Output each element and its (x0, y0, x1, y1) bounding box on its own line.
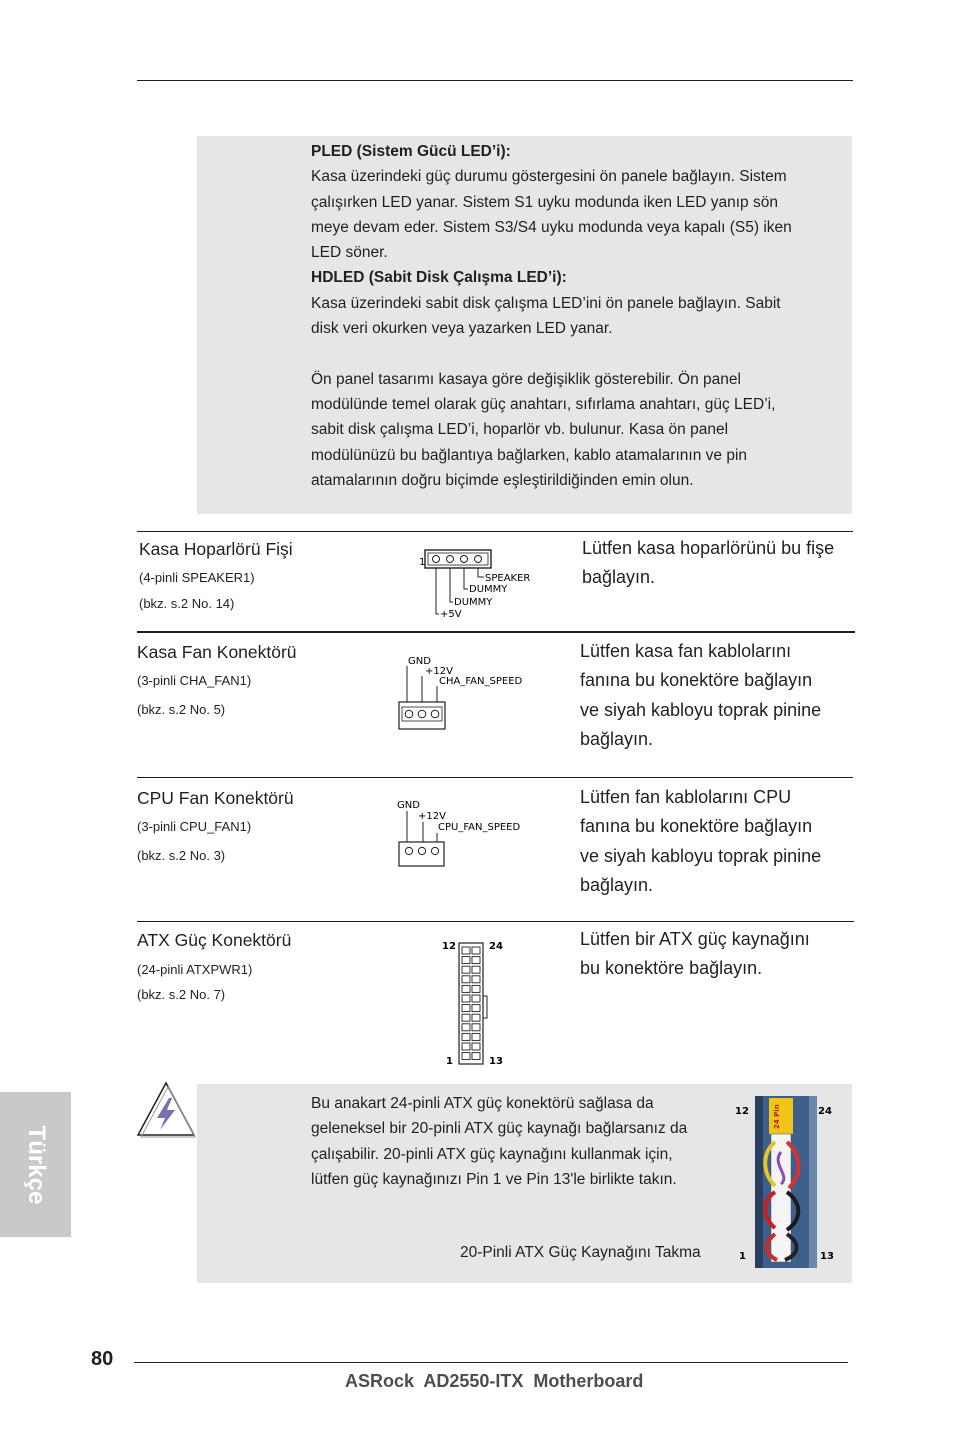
atx-warning-caption: 20-Pinli ATX Güç Kaynağını Takma (460, 1244, 701, 1261)
cpu-fan-desc-line: fanına bu konektöre bağlayın (580, 816, 813, 837)
cha-fan-pins: (3-pinli CHA_FAN1) (137, 673, 252, 688)
footer-rule (134, 1362, 848, 1363)
5v-pin-label: +5V (440, 609, 462, 620)
photo-pin1-label: 1 (739, 1251, 746, 1262)
atx-pin (472, 976, 480, 983)
warning-icon (135, 1080, 197, 1138)
12v-label: +12V (425, 666, 453, 677)
atx-pin (462, 995, 470, 1002)
speaker-ref: (bkz. s.2 No. 14) (139, 596, 235, 611)
hdled-heading: HDLED (Sabit Disk Çalışma LED’i): (311, 269, 567, 287)
cha-fan-ref: (bkz. s.2 No. 5) (137, 702, 226, 717)
note-line: sabit disk çalışma LED’i, hoparlör vb. bulunur. Kasa ön panel (311, 421, 729, 439)
atx-pin (472, 1043, 480, 1050)
atx-pin (462, 1053, 470, 1060)
atx-pin (472, 966, 480, 973)
atx-desc (580, 925, 854, 984)
atx-connector-diagram (438, 936, 508, 1071)
atx-pin (462, 966, 470, 973)
atx-desc-line: Lütfen bir ATX güç kaynağını (580, 929, 810, 949)
warning-line: Bu anakart 24-pinli ATX güç konektörü sağlasa da (311, 1095, 654, 1112)
pin12-label: 12 (442, 941, 456, 952)
dummy-pin-label: DUMMY (454, 597, 493, 608)
cha-fan-desc (580, 637, 854, 754)
atx-pin (472, 985, 480, 992)
hdled-line: Kasa üzerindeki sabit disk çalışma LED’ini ön panele bağlayın. Sabit (311, 294, 781, 312)
speaker-pin-label: SPEAKER (485, 573, 531, 584)
atx-pin (472, 1005, 480, 1012)
note-line: modülünüzü bu bağlantıya bağlarken, kablo atamalarının ve pin (311, 446, 748, 464)
cha-fan-connector-diagram (396, 652, 534, 734)
cha-fan-desc-line: Lütfen kasa fan kablolarını (580, 641, 792, 661)
gnd-label: GND (397, 800, 420, 811)
cpu-fan-title: CPU Fan Konektörü (137, 788, 294, 808)
cha-fan-speed-label: CHA_FAN_SPEED (439, 676, 523, 687)
cpu-fan-desc-line: bağlayın. (580, 874, 654, 895)
atx-pin (472, 1053, 480, 1060)
atx-pins: (24-pinli ATXPWR1) (137, 962, 253, 977)
photo-pin24-label: 24 (818, 1106, 832, 1117)
atx-pin (462, 1043, 470, 1050)
atx-pin (472, 995, 480, 1002)
atx-pin (472, 1024, 480, 1031)
hdled-line: disk veri okurken veya yazarken LED yanar. (311, 320, 613, 338)
cpu-fan-pins: (3-pinli CPU_FAN1) (137, 819, 252, 834)
pled-line: meye devam eder. Sistem S3/S4 uyku modunda veya kapalı (S5) iken (311, 218, 792, 236)
photo-pin13-label: 13 (820, 1251, 834, 1262)
pin1-label: 1 (446, 1056, 453, 1067)
cha-fan-desc-line: bağlayın. (580, 728, 654, 749)
cha-fan-desc-line: ve siyah kabloyu toprak pinine (580, 699, 822, 720)
pled-line: çalışırken LED yanar. Sistem S1 uyku modunda iken LED yanıp sön (311, 193, 778, 211)
atx-pin (462, 1033, 470, 1040)
warning-line: lütfen güç kaynağınızı Pin 1 ve Pin 13'le birlikte takın. (311, 1170, 677, 1188)
header-rule (137, 80, 853, 81)
atx-pin (462, 985, 470, 992)
speaker-desc-line: bağlayın. (582, 567, 656, 588)
led-info-text (311, 139, 846, 493)
section-rule (137, 921, 854, 922)
pin1-label: 1 (419, 557, 426, 568)
speaker-pins: (4-pinli SPEAKER1) (139, 570, 255, 585)
atx-pin (462, 947, 470, 954)
note-line: atamalarının doğru biçimde eşleştirildiğinden emin olun. (311, 471, 694, 489)
section-rule (137, 531, 853, 532)
language-side-tab (0, 1092, 71, 1237)
cpu-fan-speed-label: CPU_FAN_SPEED (438, 822, 521, 833)
atx-pin (472, 957, 480, 964)
atx-pin (472, 1014, 480, 1021)
atx-ref: (bkz. s.2 No. 7) (137, 987, 226, 1002)
atx-pin (462, 1005, 470, 1012)
warning-line: çalışabilir. 20-pinli ATX güç kaynağını kullanmak için, (311, 1145, 673, 1163)
atx-desc-line: bu konektöre bağlayın. (580, 958, 763, 979)
pled-line: Kasa üzerindeki güç durumu göstergesini ön panele bağlayın. Sistem (311, 168, 787, 186)
gnd-label: GND (408, 656, 431, 667)
speaker-title: Kasa Hoparlörü Fişi (139, 539, 293, 559)
atx-pin (472, 1033, 480, 1040)
pled-heading: PLED (Sistem Gücü LED’i): (311, 143, 511, 160)
cha-fan-title: Kasa Fan Konektörü (137, 642, 297, 662)
atx-warning-text (311, 1091, 731, 1192)
12v-label: +12V (418, 811, 446, 822)
pled-line: LED söner. (311, 244, 388, 262)
cpu-fan-desc-line: Lütfen fan kablolarını CPU (580, 787, 792, 807)
atx-title: ATX Güç Konektörü (137, 930, 292, 950)
cpu-fan-desc-line: ve siyah kabloyu toprak pinine (580, 845, 822, 866)
section-rule (137, 777, 853, 778)
warning-line: geleneksel bir 20-pinli ATX güç kaynağı bağlarsanız da (311, 1120, 688, 1138)
note-line: modülünde temel olarak güç anahtarı, sıfırlama anahtarı, güç LED’i, (311, 395, 776, 413)
speaker-desc (582, 534, 854, 593)
cpu-fan-ref: (bkz. s.2 No. 3) (137, 848, 226, 863)
atx-pin-grid (462, 947, 480, 1060)
atx-pin (462, 976, 470, 983)
dummy-pin-label: DUMMY (469, 584, 508, 595)
photo-pin12-label: 12 (735, 1106, 749, 1117)
pin24-label: 24 (489, 941, 503, 952)
speaker-desc-line: Lütfen kasa hoparlörünü bu fişe (582, 538, 835, 558)
section-rule (137, 631, 855, 633)
cpu-fan-desc (580, 783, 854, 900)
atx-pin (462, 957, 470, 964)
atx-pin (462, 1024, 470, 1031)
language-label: Türkçe (22, 1125, 50, 1204)
photo-24pin-label: 24 Pin (773, 1104, 781, 1129)
atx-pin (462, 1014, 470, 1021)
note-line: Ön panel tasarımı kasaya göre değişiklik gösterebilir. Ön panel (311, 370, 741, 388)
page-number: 80 (91, 1348, 114, 1370)
speaker-connector-diagram (412, 544, 537, 620)
cha-fan-desc-line: fanına bu konektöre bağlayın (580, 670, 813, 691)
atx-pin (472, 947, 480, 954)
cpu-fan-connector-diagram (394, 797, 534, 871)
atx-20pin-photo (731, 1094, 841, 1272)
product-name: ASRock AD2550-ITX Motherboard (345, 1371, 644, 1391)
pin13-label: 13 (489, 1056, 503, 1067)
